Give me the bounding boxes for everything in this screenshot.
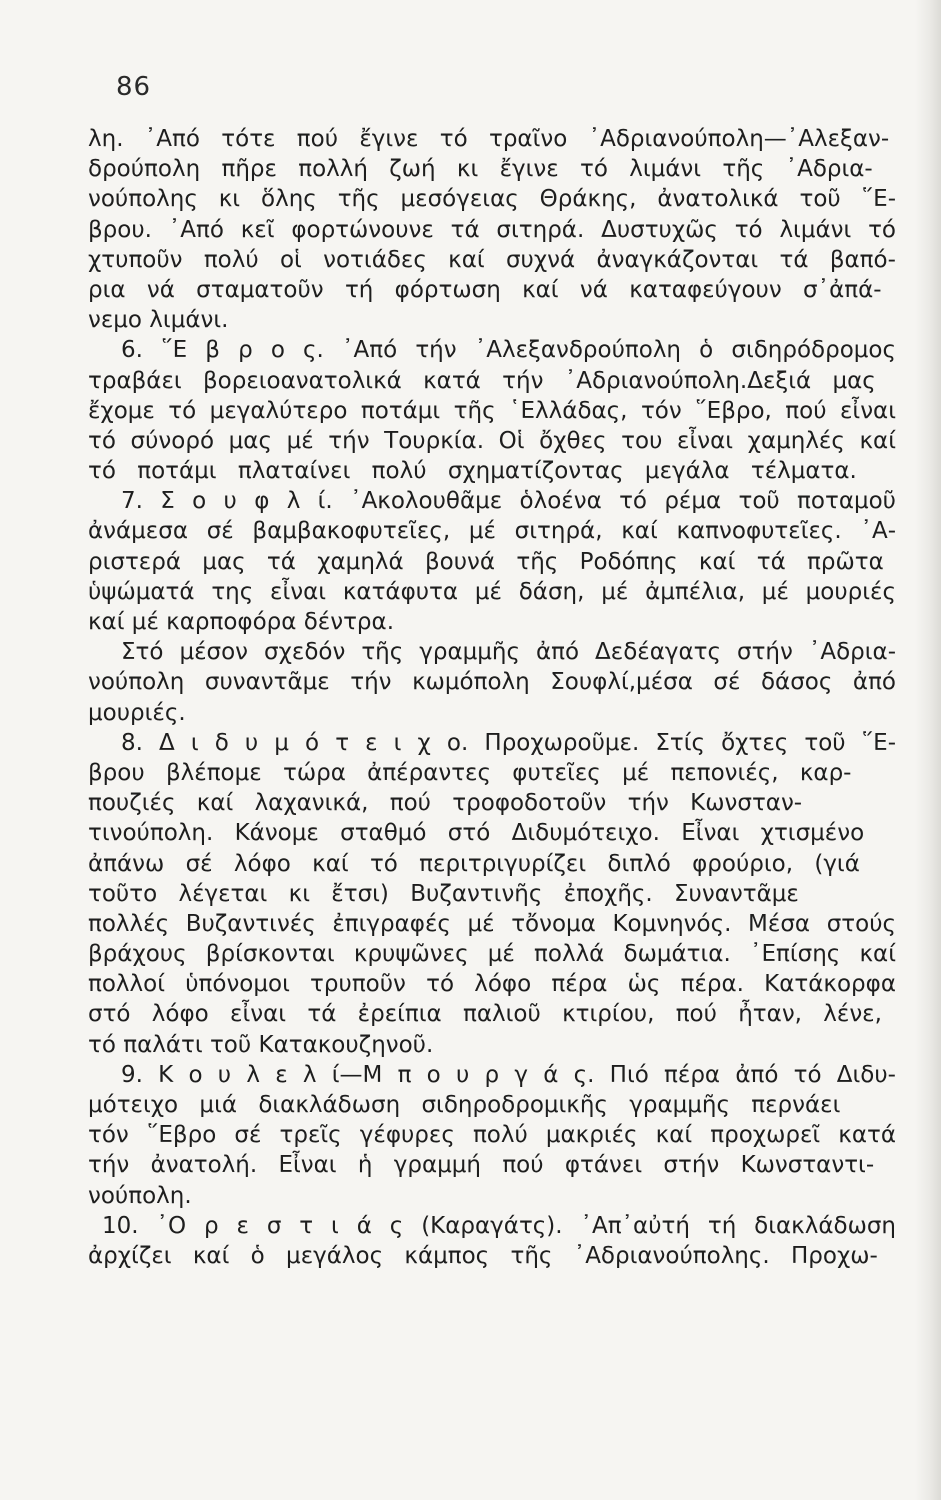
text-line: τινούπολη. Κάνομε σταθμό στό Διδυμότειχο. Εἶναι χτισμένο: [88, 820, 865, 847]
text-line: ὑψώματά της εἶναι κατάφυτα μέ δάση, μέ ἀμπέλια, μέ μουριές: [88, 578, 896, 605]
text-line: 10. ᾿Ο ρ ε σ τ ι ά ς (Καραγάτς). ᾿Απ᾿αὐτή τή διακλάδωση: [102, 1212, 896, 1239]
text-line: Στό μέσον σχεδόν τῆς γραμμῆς ἀπό Δεδέαγατς στήν ᾿Αδρια-: [121, 639, 896, 666]
text-line: τό σύνορό μας μέ τήν Τουρκία. Οἱ ὄχθες του εἶναι χαμηλές καί: [88, 427, 896, 454]
text-line: βρου βλέπομε τώρα ἀπέραντες φυτεῖες μέ πεπονιές, καρ-: [88, 759, 852, 786]
text-line: 7. Σ ο υ φ λ ί. ᾿Ακολουθᾶμε ὁλοένα τό ρέμα τοῦ ποταμοῦ: [121, 488, 896, 515]
text-line: χτυποῦν πολύ οἱ νοτιάδες καί συχνά ἀναγκάζονται τά βαπό-: [88, 246, 896, 273]
text-line: 8. Δ ι δ υ μ ό τ ε ι χ ο. Προχωροῦμε. Στίς ὄχτες τοῦ ῞Ε-: [121, 729, 896, 756]
page-number: 86: [116, 72, 152, 102]
text-line: μότειχο μιά διακλάδωση σιδηροδρομικῆς γραμμῆς περνάει: [88, 1092, 841, 1118]
text-line: ἔχομε τό μεγαλύτερο ποτάμι τῆς ῾Ελλάδας, τόν ῞Εβρο, πού εἶναι: [88, 397, 896, 424]
text-line: καί μέ καρποφόρα δέντρα.: [88, 609, 395, 635]
page-edge-shadow: [915, 0, 941, 1500]
text-line: δρούπολη πῆρε πολλή ζωή κι ἔγινε τό λιμάνι τῆς ᾿Αδρια-: [88, 156, 873, 183]
text-line: ἀνάμεσα σέ βαμβακοφυτεῖες, μέ σιτηρά, καί καπνοφυτεῖες. ᾿Α-: [88, 518, 896, 545]
text-line: νούπολης κι ὅλης τῆς μεσόγειας Θράκης, ἀνατολικά τοῦ ῞Ε-: [88, 186, 896, 213]
body-text: [88, 124, 908, 1271]
text-line: 6. ῞Ε β ρ ο ς. ᾿Από τήν ᾿Αλεξανδρούπολη ὁ σιδηρόδρομος: [121, 337, 896, 364]
text-line: τραβάει βορειοανατολικά κατά τήν ᾿Αδριανούπολη.Δεξιά μας: [88, 367, 876, 394]
text-line: βρου. ᾿Από κεῖ φορτώνουνε τά σιτηρά. Δυστυχῶς τό λιμάνι τό: [88, 216, 896, 243]
text-line: πολλοί ὑπόνομοι τρυποῦν τό λόφο πέρα ὡς πέρα. Κατάκορφα: [88, 971, 896, 998]
text-line: τήν ἀνατολή. Εἶναι ἡ γραμμή πού φτάνει στήν Κωνσταντι-: [88, 1152, 875, 1179]
text-line: ἀρχίζει καί ὁ μεγάλος κάμπος τῆς ᾿Αδριανούπολης. Προχω-: [88, 1242, 878, 1269]
text-line: μουριές.: [88, 699, 186, 726]
text-line: τό ποτάμι πλαταίνει πολύ σχηματίζοντας μεγάλα τέλματα.: [88, 458, 857, 485]
text-line: νούπολη συναντᾶμε τήν κωμόπολη Σουφλί,μέσα σέ δάσος ἀπό: [88, 669, 896, 696]
text-line: τόν ῞Εβρο σέ τρεῖς γέφυρες πολύ μακριές καί προχωρεῖ κατά: [88, 1122, 896, 1149]
text-line: 9. Κ ο υ λ ε λ ί—Μ π ο υ ρ γ ά ς. Πιό πέρα ἀπό τό Διδυ-: [121, 1061, 896, 1088]
text-line: βράχους βρίσκονται κρυψῶνες μέ πολλά δωμάτια. ᾿Επίσης καί: [88, 941, 896, 968]
text-line: ρια νά σταματοῦν τή φόρτωση καί νά καταφεύγουν σ᾿ἀπά-: [88, 276, 882, 303]
text-line: τό παλάτι τοῦ Κατακουζηνοῦ.: [88, 1031, 434, 1058]
text-line: πουζιές καί λαχανικά, πού τροφοδοτοῦν τήν Κωνσταν-: [88, 790, 803, 817]
text-line: λη. ᾿Από τότε πού ἔγινε τό τραῖνο ᾿Αδριανούπολη—᾿Αλεξαν-: [88, 126, 890, 152]
text-line: ἀπάνω σέ λόφο καί τό περιτριγυρίζει διπλό φρούριο, (γιά: [88, 850, 860, 877]
text-line: τοῦτο λέγεται κι ἔτσι) Βυζαντινῆς ἐποχῆς. Συναντᾶμε: [88, 880, 799, 907]
text-line: ριστερά μας τά χαμηλά βουνά τῆς Ροδόπης καί τά πρῶτα: [88, 548, 884, 575]
text-line: νούπολη.: [88, 1182, 192, 1209]
text-line: νεμο λιμάνι.: [88, 307, 229, 334]
text-line: πολλές Βυζαντινές ἐπιγραφές μέ τὄνομα Κομνηνός. Μέσα στούς: [88, 910, 896, 937]
text-line: στό λόφο εἶναι τά ἐρείπια παλιοῦ κτιρίου, πού ἦταν, λένε,: [88, 1001, 882, 1028]
